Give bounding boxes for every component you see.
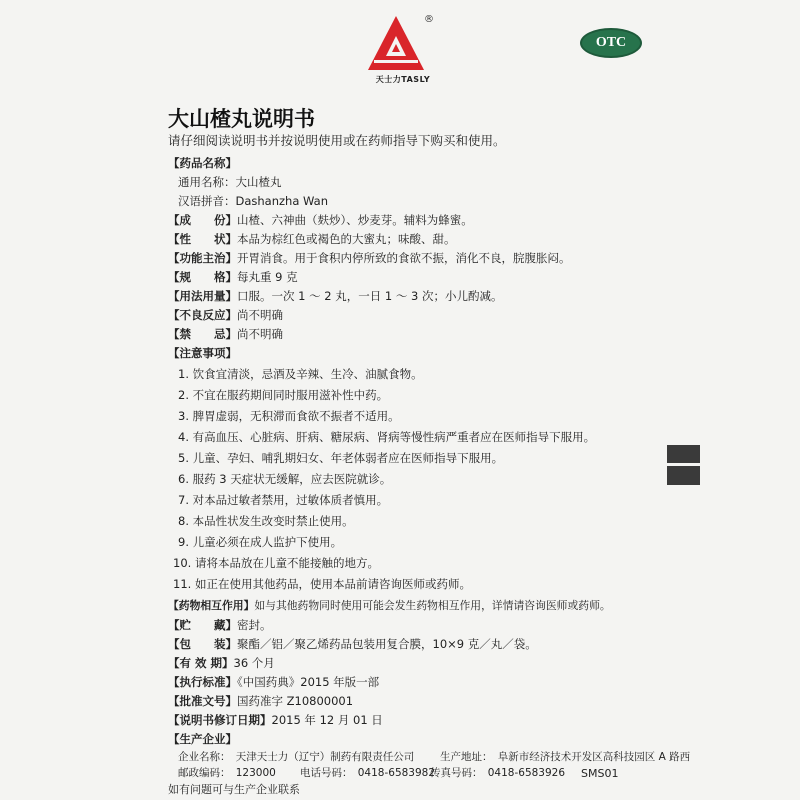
contraindications-label: 【禁 忌】 [168,327,237,341]
properties-value: 本品为棕红色或褐色的大蜜丸；味酸、甜。 [237,232,456,246]
contact-note: 如有问题可与生产企业联系 [168,783,300,796]
revision-label: 【说明书修订日期】 [168,713,272,727]
adverse-value: 尚不明确 [237,308,283,322]
document-code: SMS01 [581,767,619,780]
tasly-logo-icon [366,14,426,72]
precaution-item: 11. 如正在使用其他药品，使用本品前请咨询医师或药师。 [173,577,471,591]
precaution-item: 8. 本品性状发生改变时禁止使用。 [178,514,354,528]
precaution-item: 7. 对本品过敏者禁用，过敏体质者慎用。 [178,493,389,507]
precaution-item: 1. 饮食宜清淡，忌酒及辛辣、生冷、油腻食物。 [178,367,423,381]
indications-row [168,250,571,266]
section-drug-name: 【药品名称】 [168,156,237,170]
precaution-item: 4. 有高血压、心脏病、肝病、糖尿病、肾病等慢性病严重者应在医师指导下服用。 [178,430,596,444]
specification-value: 每丸重 9 克 [237,270,298,284]
ingredients-label: 【成 份】 [168,213,237,227]
precaution-item: 3. 脾胃虚弱，无积滞而食欲不振者不适用。 [178,409,400,423]
package-row [168,636,537,652]
specification-row [168,269,298,285]
logo-text: 天士力TASLY [375,75,431,84]
interactions-label: 【药物相互作用】 [168,599,255,612]
interactions-row [168,598,611,613]
validity-value: 36 个月 [233,656,275,670]
ingredients-value: 山楂、六神曲（麸炒）、炒麦芽。辅料为蜂蜜。 [237,213,473,227]
contraindications-row [168,326,283,342]
package-value: 聚酯／铝／聚乙烯药品包装用复合膜，10×9 克／丸／袋。 [237,637,537,651]
registered-mark: ® [424,14,434,25]
validity-label: 【有 效 期】 [168,656,234,670]
tasly-logo [366,14,440,88]
side-marker [667,445,700,485]
revision-row [168,712,383,728]
precaution-item: 6. 服药 3 天症状无缓解，应去医院就诊。 [178,472,392,486]
precaution-item: 5. 儿童、孕妇、哺乳期妇女、年老体弱者应在医师指导下服用。 [178,451,504,465]
specification-label: 【规 格】 [168,270,237,284]
approval-row [168,693,353,709]
storage-row [168,617,272,633]
manufacturer-postcode: 邮政编码： 123000 [178,767,276,779]
dosage-label: 【用法用量】 [168,289,237,303]
indications-label: 【功能主治】 [168,251,237,265]
approval-value: 国药准字 Z10800001 [237,694,354,708]
manufacturer-fax: 传真号码： 0418-6583926 [430,767,566,779]
document-title: 大山楂丸说明书 [168,107,315,131]
precaution-item: 9. 儿童必须在成人监护下使用。 [178,535,343,549]
approval-label: 【批准文号】 [168,694,237,708]
ingredients-row [168,212,473,228]
adverse-row [168,307,283,323]
manufacturer-phone: 电话号码： 0418-6583982 [300,767,436,779]
manufacturer-name: 企业名称： 天津天士力（辽宁）制药有限责任公司 [178,751,415,763]
storage-label: 【贮 藏】 [168,618,237,632]
properties-label: 【性 状】 [168,232,237,246]
indications-value: 开胃消食。用于食积内停所致的食欲不振，消化不良，脘腹胀闷。 [237,251,571,265]
storage-value: 密封。 [237,618,272,632]
standard-row [168,674,379,690]
validity-row [168,655,275,671]
package-label: 【包 装】 [168,637,237,651]
pinyin-name: 汉语拼音：Dashanzha Wan [178,194,329,208]
precaution-item: 2. 不宜在服药期间同时服用滋补性中药。 [178,388,389,402]
otc-badge: OTC [580,28,642,58]
manufacturer-label: 【生产企业】 [168,732,237,746]
manufacturer-address: 生产地址： 阜新市经济技术开发区高科技园区 A 路西 [440,751,691,763]
properties-row [168,231,456,247]
standard-value: 《中国药典》2015 年版一部 [237,675,380,689]
generic-name: 通用名称：大山楂丸 [178,175,282,189]
interactions-value: 如与其他药物同时使用可能会发生药物相互作用，详情请咨询医师或药师。 [254,599,611,612]
standard-label: 【执行标准】 [168,675,237,689]
precaution-item: 10. 请将本品放在儿童不能接触的地方。 [173,556,379,570]
precautions-label: 【注意事项】 [168,346,237,360]
adverse-label: 【不良反应】 [168,308,237,322]
dosage-value: 口服。一次 1 ～ 2 丸，一日 1 ～ 3 次；小儿酌减。 [237,289,503,303]
dosage-row [168,288,503,304]
document-subtitle: 请仔细阅读说明书并按说明使用或在药师指导下购买和使用。 [168,133,506,148]
revision-value: 2015 年 12 月 01 日 [271,713,383,727]
contraindications-value: 尚不明确 [237,327,283,341]
